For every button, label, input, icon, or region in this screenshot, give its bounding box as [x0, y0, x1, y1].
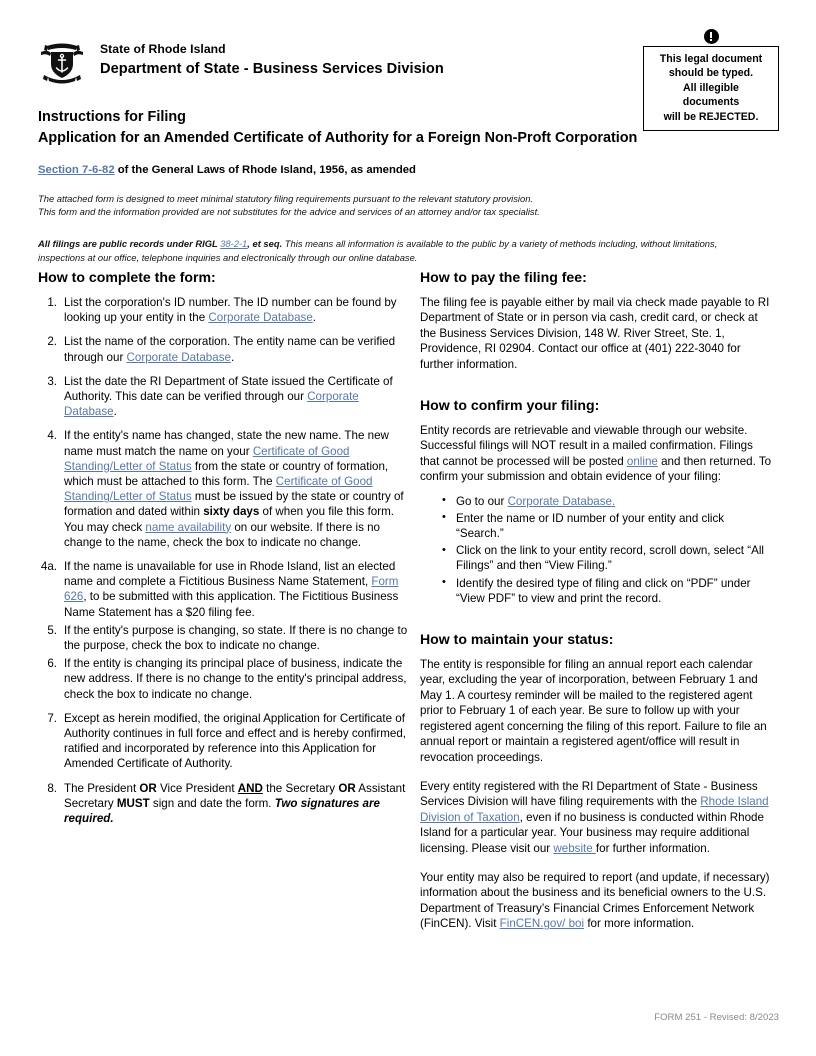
confirm-filing-bullets — [420, 494, 772, 606]
step-1-link-1[interactable]: Corporate Database — [208, 311, 313, 325]
step-number: 8. — [47, 781, 57, 795]
step-number: 6. — [47, 657, 57, 671]
notice-line-2: should be typed. — [668, 67, 754, 80]
maintain-p3-text-2: for more information. — [584, 917, 695, 931]
step-2-text-2: . — [230, 350, 235, 364]
step-4-text-6: of when you file this form. You may check — [64, 505, 394, 534]
step-6-text-0: If the entity's purpose is changing, so state. If there is no change to the purpose, check the box to indicate no change. — [64, 623, 408, 653]
confirm-intro-text-0: Entity records are retrievable and viewable through our website. Successful filings will NOT result in a mailed confirmation. Filings that cannot be processed will be posted — [420, 424, 753, 468]
maintain-p2-link-3[interactable]: website — [553, 841, 596, 855]
step-9-text-6: Assistant Secretary — [64, 781, 406, 810]
step-number: 4. — [47, 429, 57, 443]
maintain-status-paragraph-2 — [420, 779, 772, 856]
step-text — [64, 656, 410, 702]
step-8-text-0: Except as herein modified, the original Application for Certificate of Authority continues in full force and effect and is hereby confirmed, ratified and incorporated by reference into this Application for Amended Certificate of Authority. — [64, 711, 406, 771]
instruction-step — [38, 781, 410, 827]
public-records-rest: This means all information is available to the public by a variety of methods including, without limitations, inspections at our office, telephone inquiries and electronically through our online database. — [38, 238, 718, 263]
step-9-text-0: The President — [64, 781, 140, 795]
step-number: 7. — [47, 711, 57, 725]
public-records-bold-1: All filings are public records under RIGL — [38, 238, 221, 250]
title-block — [38, 108, 754, 264]
step-2-text-0: List the name of the corporation. The entity name can be verified through our — [64, 335, 396, 364]
maintain-p2-text-4: for further information. — [595, 841, 710, 855]
confirm-bullet-1-link-1[interactable]: Corporate Database. — [507, 494, 616, 508]
maintain-p2-text-0: Every entity registered with the RI Department of State - Business Services Division will have filing requirements with the — [420, 779, 758, 809]
step-4-text-0: If the entity's name has changed, state the new name. The new name must match the name on your — [64, 429, 389, 458]
step-4-link-1[interactable]: Certificate of Good Standing/Letter of Status — [64, 444, 350, 473]
step-text — [64, 711, 410, 772]
instruction-step — [38, 656, 410, 702]
step-number: 5. — [47, 623, 57, 637]
notice-line-4: documents — [682, 96, 740, 109]
maintain-p3-text-0: Your entity may also be required to report (and update, if necessary) information about the business and its beneficial owners to the U.S. Department of Treasury’s Financial Crimes Enforcement Network (FinCEN). Visit — [420, 870, 770, 931]
instruction-step — [38, 334, 410, 364]
step-4-text-4: must be issued by the state or country of formation and dated within — [64, 490, 404, 519]
public-records-bold-2: , et seq. — [247, 238, 283, 250]
step-4-link-3[interactable]: Certificate of Good Standing/Letter of Status — [64, 475, 373, 504]
section-heading-confirm-filing: How to confirm your filing: — [420, 397, 600, 414]
page-title: Instructions for Filing — [38, 109, 186, 125]
confirm-bullet-item — [442, 576, 772, 606]
public-records-notice — [38, 237, 754, 263]
step-4-text-8: on our website. If there is no change to the name, check the box to indicate no change. — [64, 520, 381, 549]
step-9-text-5: OR — [338, 781, 356, 795]
step-1-text-0: List the corporation's ID number. The ID number can be found by looking up your entity in the — [64, 296, 397, 325]
form-footer: FORM 251 - Revised: 8/2023 — [654, 1012, 779, 1023]
step-number: 3. — [47, 374, 57, 388]
step-text — [64, 428, 410, 550]
step-5-link-1[interactable]: Form 626 — [64, 575, 399, 604]
department-name: Department of State - Business Services Division — [100, 61, 444, 77]
confirm-bullet-3-text-0: Click on the link to your entity record, scroll down, select “All Filings” and then “View Filing.” — [456, 544, 764, 573]
statute-link[interactable]: Section 7-6-82 — [38, 164, 115, 176]
step-text — [64, 623, 410, 653]
notice-line-5: will be REJECTED. — [663, 110, 759, 123]
disclaimer-line-1: The attached form is designed to meet minimal statutory filing requirements pursuant to the relevant statutory provision. — [38, 193, 534, 204]
step-2-link-1[interactable]: Corporate Database — [126, 350, 231, 364]
section-heading-pay-fee: How to pay the filing fee: — [420, 269, 587, 285]
step-number: 4a. — [40, 560, 57, 574]
step-9-text-2: Vice President — [156, 781, 238, 795]
document-header — [38, 38, 444, 85]
step-text — [64, 374, 410, 420]
state-name: State of Rhode Island — [100, 42, 226, 56]
left-column — [38, 268, 410, 835]
instruction-step — [38, 374, 410, 420]
right-column — [420, 268, 772, 932]
step-1-text-2: . — [312, 311, 317, 325]
exclamation-circle-icon — [704, 29, 719, 44]
disclaimer-line-2: This form and the information provided are not substitutes for the advice and services of an attorney and/or tax specialist. — [38, 206, 540, 218]
confirm-filing-intro — [420, 423, 772, 485]
section-heading-maintain-status: How to maintain your status: — [420, 631, 614, 648]
step-9-text-4: the Secretary — [262, 781, 339, 795]
step-text — [64, 334, 410, 364]
instruction-step — [38, 559, 410, 620]
maintain-status-paragraph-3 — [420, 870, 772, 932]
agency-identity — [100, 38, 444, 79]
confirm-bullet-1-text-0: Go to our — [456, 494, 508, 508]
maintain-status-paragraph-1: The entity is responsible for filing an annual report each calendar year, excluding the year of incorporation, between February 1 and May 1. A courtesy reminder will be mailed to the registered agent prior to February 1 of each year. Be sure to follow up with your registered agent concerning the filing of this report. Failure to file an annual report or maintain a registered agent/office will result in revocation proceedings. — [420, 658, 767, 764]
disclaimer — [38, 192, 754, 218]
step-9-text-7: MUST — [116, 796, 150, 810]
step-3-text-0: List the date the RI Department of State issued the Certificate of Authority. This date can be verified through our — [64, 374, 393, 404]
pay-fee-paragraph: The filing fee is payable either by mail via check made payable to RI Department of State or in person via cash, credit card, or check at the Business Services Division, 148 W. River Street, Ste. 1, Providence, RI 02904. Contact our office at (401) 222-3040 for further information. — [420, 296, 770, 371]
step-text — [64, 559, 410, 620]
rigl-38-2-1-link[interactable]: 38-2-1 — [220, 238, 248, 250]
step-3-text-2: . — [113, 405, 117, 419]
confirm-bullet-item — [442, 543, 772, 573]
statute-reference — [38, 163, 754, 178]
step-9-text-8: sign and date the form. — [149, 796, 275, 810]
step-9-text-3: AND — [237, 781, 263, 795]
notice-line-3: All illegible — [683, 81, 739, 94]
instruction-step — [38, 428, 410, 550]
warning-icon-row — [643, 29, 779, 46]
maintain-p2-text-2: , even if no business is conducted within Rhode Island for a particular year. Your business may require additional licensing. Please visit our — [420, 810, 764, 855]
step-9-text-9: Two signatures are required. — [64, 796, 380, 826]
step-7-text-0: If the entity is changing its principal place of business, indicate the new address. If there is no change to the entity's principal address, check the box to indicate no change. — [64, 657, 407, 701]
step-9-text-1: OR — [139, 781, 157, 795]
confirm-intro-text-2: and then returned. To confirm your submission and obtain evidence of your filing: — [420, 454, 772, 484]
page-subtitle: Application for an Amended Certificate of Authority for a Foreign Non-Proft Corporation — [38, 130, 638, 146]
step-3-link-1[interactable]: Corporate Database — [64, 390, 359, 419]
instruction-step — [38, 711, 410, 772]
confirm-bullet-item — [442, 511, 772, 541]
instruction-step — [38, 623, 410, 653]
step-number: 2. — [47, 335, 57, 349]
step-5-text-0: If the name is unavailable for use in Rhode Island, list an elected name and complete a Fictitious Business Name Statement, — [64, 560, 396, 589]
confirm-intro-link-1[interactable]: online — [626, 454, 658, 468]
section-heading-complete-form: How to complete the form: — [38, 269, 216, 285]
step-4-link-7[interactable]: name availability — [145, 520, 232, 534]
step-number: 1. — [47, 296, 57, 309]
statute-rest: of the General Laws of Rhode Island, 1956, as amended — [114, 164, 416, 176]
instruction-step — [38, 295, 410, 325]
confirm-bullet-4-text-0: Identify the desired type of filing and click on “PDF” under “View PDF” to view and print the record. — [456, 576, 751, 605]
instruction-steps-list — [38, 295, 410, 826]
rhode-island-state-seal-icon — [38, 39, 86, 85]
notice-line-1: This legal document — [659, 53, 763, 65]
maintain-p2-link-1[interactable]: Rhode Island Division of Taxation — [420, 795, 769, 824]
confirm-bullet-2-text-0: Enter the name or ID number of your entity and click “Search.” — [456, 511, 725, 541]
maintain-p3-link-1[interactable]: FinCEN.gov/ boi — [499, 917, 585, 931]
step-4-text-2: from the state or country of formation, which must be attached to this form. The — [64, 459, 389, 489]
step-text — [64, 781, 410, 827]
step-text — [64, 295, 410, 325]
step-5-text-2: , to be submitted with this application. The Fictitious Business Name Statement has a $20 filing fee. — [64, 590, 399, 619]
step-4-text-5: sixty days — [203, 505, 260, 519]
confirm-bullet-item — [442, 494, 772, 509]
